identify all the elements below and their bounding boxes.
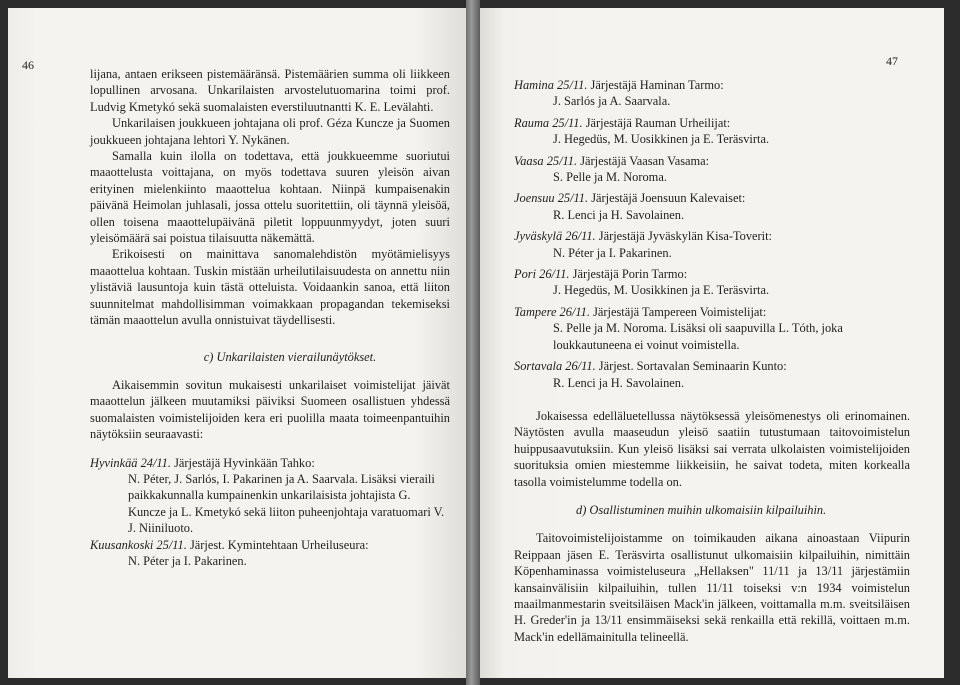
event-entry	[90, 455, 450, 537]
event-entry	[514, 228, 910, 261]
event-participants: N. Péter ja I. Pakarinen.	[553, 245, 672, 260]
event-participants: S. Pelle ja M. Noroma.	[553, 170, 667, 185]
event-participants: J. Hegedüs, M. Uosikkinen ja E. Teräsvirta.	[553, 283, 770, 298]
event-organizer: Järjestäjä Tampereen Voimistelijat:	[593, 304, 767, 319]
paragraph: Aikaisemmin sovitun mukaisesti unkarilaiset voimistelijat jäivät maaottelun jälkeen muutamiksi päiviksi Suomeen osallistuen yhdessä suomalaisten voimistelijoiden kera eri puolilla maata toimeenpantuihin näytöksiin seuraavasti:	[90, 377, 450, 442]
paragraph: lijana, antaen erikseen pistemääränsä. Pistemäärien summa oli liikkeen lopullinen arvosana. Unkarilaisten arvostelutuomarina toimi prof. Ludvig Kmetykó sekä suomalaisten everstiluutnantti K. E. Levälahti.	[90, 67, 450, 114]
event-city: Kuusankoski 25/11.	[90, 537, 187, 552]
event-organizer: Järjestäjä Porin Tarmo:	[572, 267, 688, 282]
event-entry	[514, 153, 910, 186]
event-city: Hamina 25/11.	[514, 78, 588, 92]
event-participants: S. Pelle ja M. Noroma. Lisäksi oli saapuvilla L. Tóth, joka loukkautuneena ei voinut voimistella.	[553, 321, 843, 352]
event-city: Joensuu 25/11.	[514, 191, 589, 206]
left-page	[8, 8, 472, 678]
book-gutter	[466, 0, 480, 685]
event-organizer: Järjest. Kymintehtaan Urheiluseura:	[189, 537, 369, 552]
right-text-column	[514, 77, 910, 645]
event-entry	[514, 304, 910, 353]
event-entry	[514, 358, 910, 391]
event-organizer: Järjestäjä Hyvinkään Tahko:	[174, 455, 315, 470]
left-text-column	[90, 66, 450, 569]
event-participants: R. Lenci ja H. Savolainen.	[553, 375, 685, 390]
event-organizer: Järjestäjä Joensuun Kalevaiset:	[591, 191, 746, 206]
event-entry	[90, 537, 450, 570]
event-city: Pori 26/11.	[514, 267, 570, 282]
event-city: Jyväskylä 26/11.	[514, 229, 596, 244]
event-participants: R. Lenci ja H. Savolainen.	[553, 207, 685, 222]
event-participants: N. Péter, J. Sarlós, I. Pakarinen ja A. Saarvala. Lisäksi vieraili paikkakunnalla kumpainenkin unkarilaisista johtajista G. Kuncze ja L. Kmetykó sekä liiton puheenjohtaja varatuomari V. J. Niiniluoto.	[128, 471, 445, 536]
section-heading: d) Osallistuminen muihin ulkomaisiin kilpailuihin.	[576, 502, 827, 517]
event-entry	[514, 190, 910, 223]
event-entry	[514, 266, 910, 299]
paragraph: Jokaisessa edelläluetellussa näytöksessä yleisömenestys oli erinomainen. Näytösten avulla maaseudun yleisö saatiin tutustumaan taitovoimistelun huippusaavutuksiin. Kun yleisö lisäksi sai verrata ulkolaisten voimistelijoiden suorituksia omien miestemme liikkeisiin, he saivat todeta, miten korkealla tasolla voimistelumme todella on.	[514, 408, 910, 489]
event-organizer: Järjestäjä Vaasan Vasama:	[580, 153, 710, 168]
event-organizer: Järjestäjä Jyväskylän Kisa-Toverit:	[598, 229, 773, 244]
event-entry	[514, 77, 910, 110]
event-city: Sortavala 26/11.	[514, 359, 596, 374]
event-city: Vaasa 25/11.	[514, 153, 578, 168]
page-number: 46	[22, 58, 34, 72]
event-city: Tampere 26/11.	[514, 304, 590, 319]
event-participants: N. Péter ja I. Pakarinen.	[128, 553, 247, 568]
paragraph: Taitovoimistelijoistamme on toimikauden aikana ainoastaan Viipurin Reippaan jäsen E. Teräsvirta osallistunut ulkomaisiin kilpailuihin, nimittäin Köpenhaminassa voimisteluseura „Hellaksen" 11/11 ja 13/11 järjestämiin kansainvälisiin kilpailuihin, tullen 11/11 toiseksi v:n 1934 voimistelun maailmanmestarin sveitsiläisen Mack'in jälkeen, voittamalla m.m. sveitsiläisen H. Greder'in ja 13/11 ensimmäiseksi sekä renkailla että rekillä, voittaen m.m. Mack'in edellämainitulla telineellä.	[514, 531, 910, 644]
section-heading: c) Unkarilaisten vierailunäytökset.	[203, 349, 377, 364]
right-page	[472, 8, 944, 678]
paragraph: Erikoisesti on mainittava sanomalehdistön myötämielisyys maaottelua kohtaan. Tuskin mistään urheilutilaisuudesta on annettu niin ylistäviä lausuntoja kuin tästä otteluista. Voidaankin sanoa, että liiton suunnitelmat mahdollisimman voimakkaan propagandan tekemiseksi tämän maaottelun avulla onnistuivat täydellisesti.	[90, 247, 450, 328]
event-organizer: Järjest. Sortavalan Seminaarin Kunto:	[598, 359, 787, 374]
event-organizer: Järjestäjä Rauman Urheilijat:	[585, 115, 731, 130]
page-number: 47	[886, 54, 898, 68]
event-participants: J. Sarlós ja A. Saarvala.	[553, 94, 671, 109]
paragraph: Samalla kuin ilolla on todettava, että joukkueemme suoriutui maaottelusta voittajana, on myös todettava suuren yleisön aivan erityinen mielenkiinto maaottelua kohtaan. Niinpä kumpaisenakin päivänä Heimolan juhlasali, jossa ottelu suoritettiin, oli täynnä yleisöä, ollen toisena maaottelupäivänä piletit loppuunmyydyt, joten suuri yleisömäärä sai poistua tilaisuutta näkemättä.	[90, 149, 450, 246]
event-organizer: Järjestäjä Haminan Tarmo:	[590, 78, 724, 92]
event-participants: J. Hegedüs, M. Uosikkinen ja E. Teräsvirta.	[553, 132, 770, 147]
event-city: Rauma 25/11.	[514, 115, 583, 130]
event-city: Hyvinkää 24/11.	[90, 455, 171, 470]
event-entry	[514, 115, 910, 148]
paragraph: Unkarilaisen joukkueen johtajana oli prof. Géza Kuncze ja Suomen joukkueen johtajana lehtori Y. Nykänen.	[90, 116, 450, 147]
